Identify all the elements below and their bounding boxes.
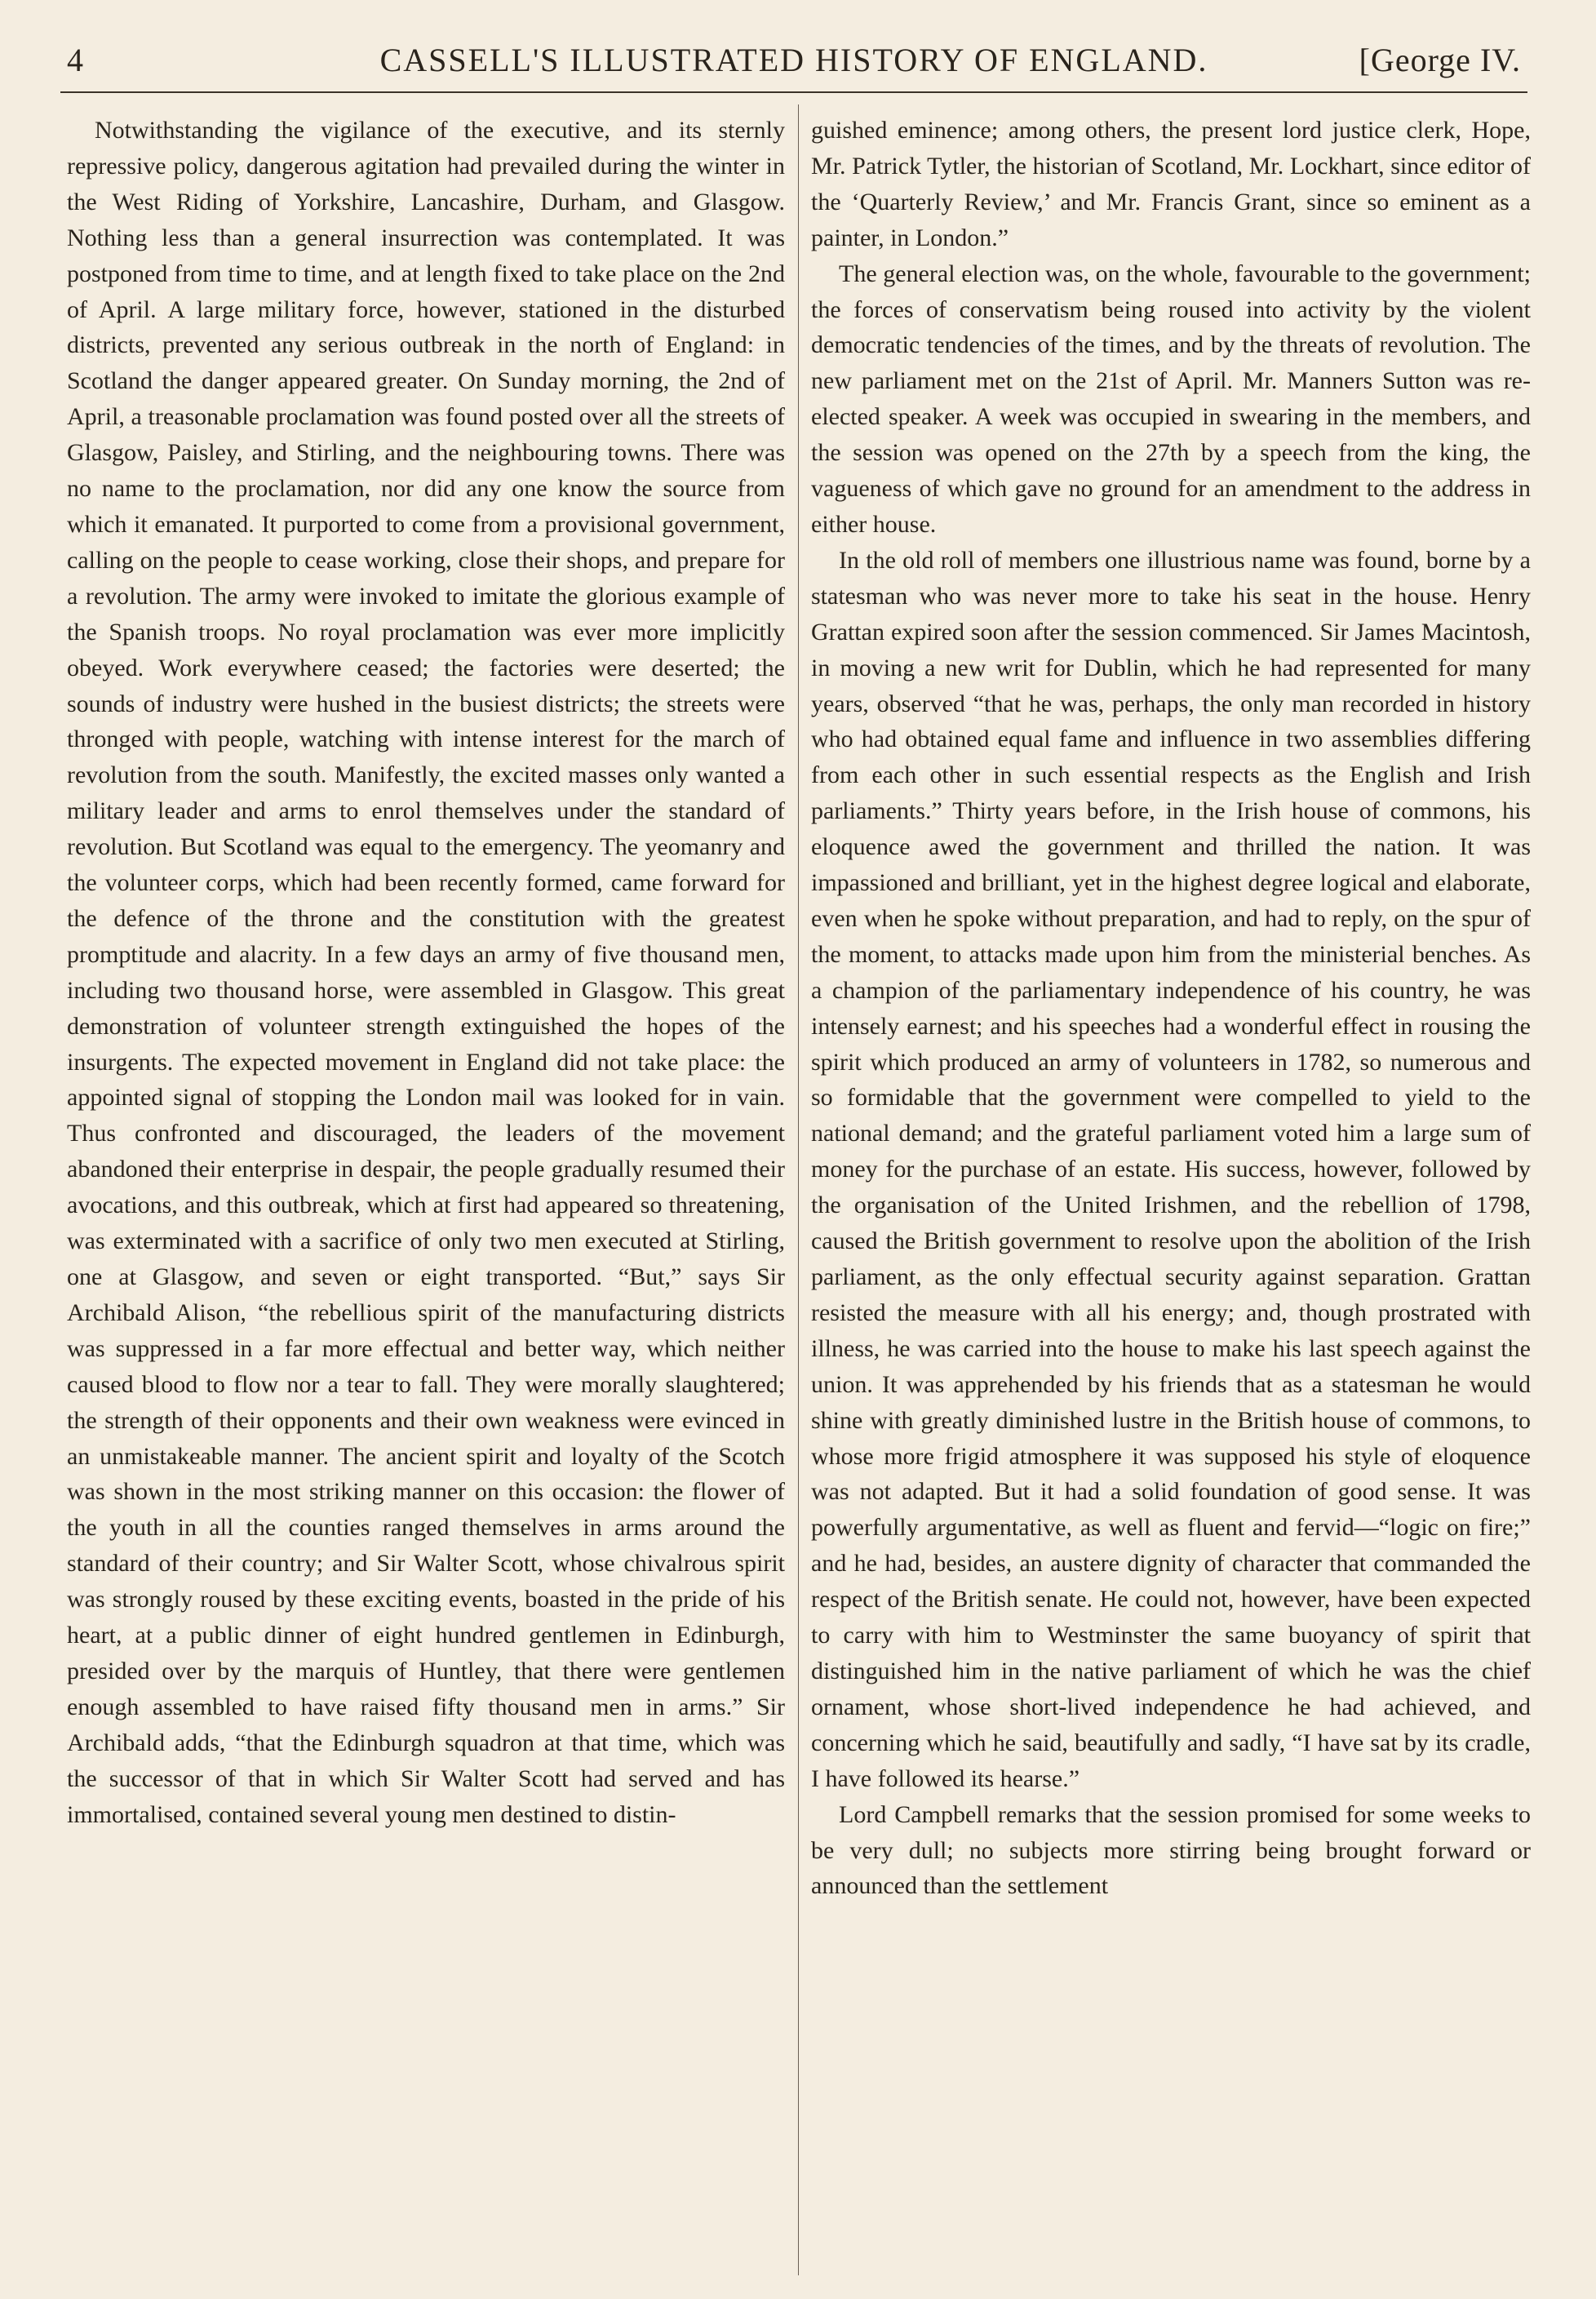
left-column <box>67 113 785 2283</box>
paragraph: guished eminence; among others, the present lord justice clerk, Hope, Mr. Patrick Tytler, the historian of Scotland, Mr. Lockhart, since editor of the ‘Quarterly Review,’ and Mr. Francis Grant, since so eminent as a painter, in London.” <box>811 117 1531 251</box>
section-tag: [George IV. <box>1359 42 1521 78</box>
paragraph: Lord Campbell remarks that the session promised for some weeks to be very dull; no subjects more stirring being brought forward or announced than the settlement <box>811 1800 1531 1900</box>
column-divider <box>798 104 799 2275</box>
paragraph: In the old roll of members one illustrious name was found, borne by a statesman who was never more to take his seat in the house. Henry Grattan expired soon after the session commenced. Sir James Macintosh, in moving a new writ for Dublin, which he had represented for many years, observed “that he was, perhaps, the only man recorded in history who had obtained equal fame and influence in two assemblies differing from each other in such essential respects as the English and Irish parliaments.” Thirty years before, in the Irish house of commons, his eloquence awed the government and thrilled the nation. It was impassioned and brilliant, yet in the highest degree logical and elaborate, even when he spoke without preparation, and had to reply, on the spur of the moment, to attacks made upon him from the ministerial benches. As a champion of the parliamentary independence of his country, he was intensely earnest; and his speeches had a wonderful effect in rousing the spirit which produced an army of volunteers in 1782, so numerous and so formidable that the government were compelled to yield to the national demand; and the grateful parliament voted him a large sum of money for the purchase of an estate. His success, however, followed by the organisation of the United Irishmen, and the rebellion of 1798, caused the British government to resolve upon the abolition of the Irish parliament, as the only effectual security against separation. Grattan resisted the measure with all his energy; and, though prostrated with illness, he was carried into the house to make his last speech against the union. It was apprehended by his friends that as a statesman he would shine with greatly diminished lustre in the British house of commons, to whose more frigid atmosphere it was supposed his style of eloquence was not adapted. But it had a solid foundation of good sense. It was powerfully argumentative, as well as fluent and fervid—“logic on fire;” and he had, besides, an austere dignity of character that commanded the respect of the British senate. He could not, however, have been expected to carry with him to Westminster the same buoyancy of spirit that distinguished him in the native parliament of which he was the chief ornament, whose short-lived independence he had achieved, and concerning which he said, beautifully and sadly, “I have sat by its cradle, I have followed its hearse.” <box>811 546 1531 1792</box>
page-number: 4 <box>67 42 84 78</box>
running-title: CASSELL'S ILLUSTRATED HISTORY OF ENGLAND. <box>379 42 1208 78</box>
paragraph: The general election was, on the whole, favourable to the government; the forces of conservatism being roused into activity by the violent democratic tendencies of the times, and by the threats of revolution. The new parliament met on the 21st of April. Mr. Manners Sutton was re-elected speaker. A week was occupied in swearing in the members, and the session was opened on the 27th by a speech from the king, the vagueness of which gave no ground for an amendment to the address in either house. <box>811 260 1531 538</box>
page-header <box>67 33 1521 82</box>
paragraph: Notwithstanding the vigilance of the executive, and its sternly repressive policy, dangerous agitation had prevailed during the winter in the West Riding of Yorkshire, Lancashire, Durham, and Glasgow. Nothing less than a general insurrection was contemplated. It was postponed from time to time, and at length fixed to take place on the 2nd of April. A large military force, however, stationed in the disturbed districts, prevented any serious outbreak in the north of England: in Scotland the danger appeared greater. On Sunday morning, the 2nd of April, a treasonable proclamation was found posted over all the streets of Glasgow, Paisley, and Stirling, and the neighbouring towns. There was no name to the proclamation, nor did any one know the source from which it emanated. It purported to come from a provisional government, calling on the people to cease working, close their shops, and prepare for a revolution. The army were invoked to imitate the glorious example of the Spanish troops. No royal proclamation was ever more implicitly obeyed. Work everywhere ceased; the factories were deserted; the sounds of industry were hushed in the busiest districts; the streets were thronged with people, watching with intense interest for the march of revolution from the south. Manifestly, the excited masses only wanted a military leader and arms to enrol themselves under the standard of revolution. But Scotland was equal to the emergency. The yeomanry and the volunteer corps, which had been recently formed, came forward for the defence of the throne and the constitution with the greatest promptitude and alacrity. In a few days an army of five thousand men, including two thousand horse, were assembled in Glasgow. This great demonstration of volunteer strength extinguished the hopes of the insurgents. The expected movement in England did not take place: the appointed signal of stopping the London mail was looked for in vain. Thus confronted and discouraged, the leaders of the movement abandoned their enterprise in despair, the people gradually resumed their avocations, and this outbreak, which at first had appeared so threatening, was exterminated with a sacrifice of only two men executed at Stirling, one at Glasgow, and seven or eight transported. “But,” says Sir Archibald Alison, “the rebellious spirit of the manufacturing districts was suppressed in a far more effectual and better way, which neither caused blood to flow nor a tear to fall. They were morally slaughtered; the strength of their opponents and their own weakness were evinced in an unmistakeable manner. The ancient spirit and loyalty of the Scotch was shown in the most striking manner on this occasion: the flower of the youth in all the counties ranged themselves in arms around the standard of their country; and Sir Walter Scott, whose chivalrous spirit was strongly roused by these exciting events, boasted in the pride of his heart, at a public dinner of eight hundred gentlemen in Edinburgh, presided over by the marquis of Huntley, that there were gentlemen enough assembled to have raised fifty thousand men in arms.” Sir Archibald adds, “that the Edinburgh squadron at that time, which was the successor of that in which Sir Walter Scott had served and has immortalised, contained several young men destined to distin- <box>67 117 785 1828</box>
right-column <box>811 113 1531 2283</box>
header-rule <box>60 91 1527 93</box>
